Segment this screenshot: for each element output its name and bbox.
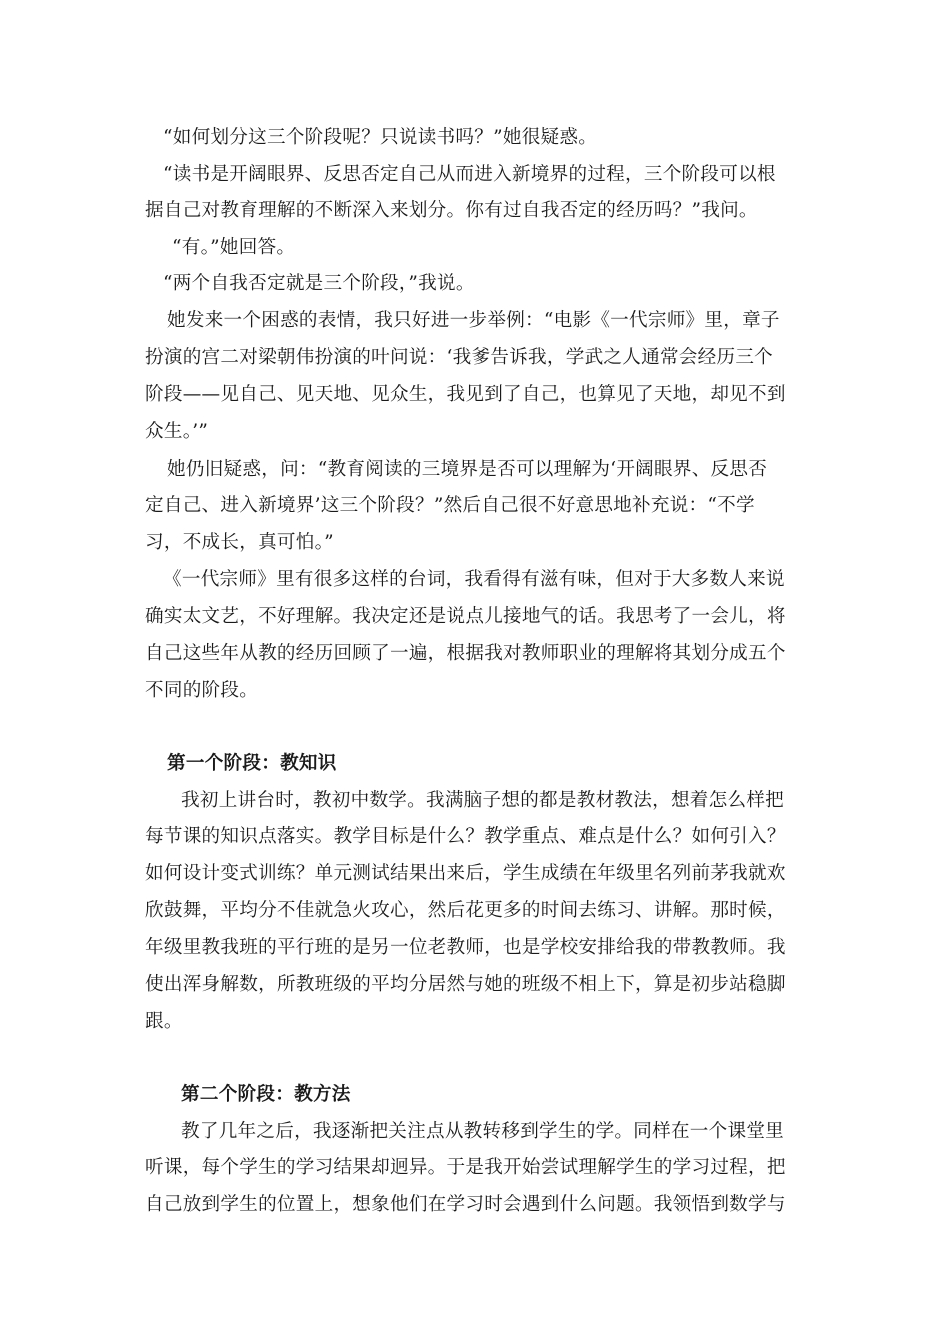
paragraph-line: 不同的阶段。 bbox=[145, 680, 259, 701]
paragraph-line: 每节课的知识点落实。教学目标是什么？教学重点、难点是什么？如何引入？ bbox=[145, 826, 786, 847]
section-heading: 第二个阶段：教方法 bbox=[181, 1084, 351, 1105]
paragraph-line: 确实太文艺，不好理解。我决定还是说点儿接地气的话。我思考了一会儿，将 bbox=[145, 606, 786, 627]
paragraph-line: “如何划分这三个阶段呢？只说读书吗？”她很疑惑。 bbox=[163, 127, 598, 148]
paragraph-line: 我初上讲台时，教初中数学。我满脑子想的都是教材教法，想着怎么样把 bbox=[181, 790, 785, 811]
paragraph-line: 使出浑身解数，所教班级的平均分居然与她的班级不相上下，算是初步站稳脚 bbox=[145, 974, 786, 995]
paragraph-line: 习，不成长，真可怕。” bbox=[145, 532, 334, 553]
paragraph-line: 年级里教我班的平行班的是另一位老教师，也是学校安排给我的带教教师。我 bbox=[145, 937, 786, 958]
paragraph-line: “两个自我否定就是三个阶段，”我说。 bbox=[163, 273, 475, 294]
paragraph-line: 她仍旧疑惑，问：“教育阅读的三境界是否可以理解为‘开阔眼界、反思否 bbox=[167, 459, 768, 480]
section-heading: 第一个阶段：教知识 bbox=[167, 753, 337, 774]
paragraph-line: 欣鼓舞，平均分不佳就急火攻心，然后花更多的时间去练习、讲解。那时候， bbox=[145, 900, 786, 921]
paragraph-line: “有。”她回答。 bbox=[172, 237, 296, 258]
paragraph-line: 她发来一个困惑的表情，我只好进一步举例：“电影《一代宗师》里，章子 bbox=[167, 310, 780, 331]
paragraph-line: 教了几年之后，我逐渐把关注点从教转移到学生的学。同样在一个课堂里 bbox=[181, 1121, 785, 1142]
paragraph-line: 定自己、进入新境界’这三个阶段？”然后自己很不好意思地补充说：“不学 bbox=[145, 495, 755, 516]
paragraph-line: 据自己对教育理解的不断深入来划分。你有过自我否定的经历吗？”我问。 bbox=[145, 200, 758, 221]
paragraph-line: 跟。 bbox=[145, 1011, 183, 1032]
paragraph-line: 《一代宗师》里有很多这样的台词，我看得有滋有味，但对于大多数人来说 bbox=[163, 569, 785, 590]
paragraph-line: 如何设计变式训练？单元测试结果出来后，学生成绩在年级里名列前茅我就欢 bbox=[145, 863, 786, 884]
paragraph-line: 扮演的宫二对梁朝伟扮演的叶问说：‘我爹告诉我，学武之人通常会经历三个 bbox=[145, 347, 774, 368]
paragraph-line: 听课，每个学生的学习结果却迥异。于是我开始尝试理解学生的学习过程，把 bbox=[145, 1157, 786, 1178]
paragraph-line: 自己放到学生的位置上，想象他们在学习时会遇到什么问题。我领悟到数学与 bbox=[145, 1194, 786, 1215]
paragraph-line: 众生。’” bbox=[145, 421, 209, 442]
paragraph-line: 自己这些年从教的经历回顾了一遍，根据我对教师职业的理解将其划分成五个 bbox=[145, 643, 786, 664]
paragraph-line: 阶段——见自己、见天地、见众生，我见到了自己，也算见了天地，却见不到 bbox=[145, 384, 786, 405]
paragraph-line: “读书是开阔眼界、反思否定自己从而进入新境界的过程，三个阶段可以根 bbox=[163, 164, 776, 185]
